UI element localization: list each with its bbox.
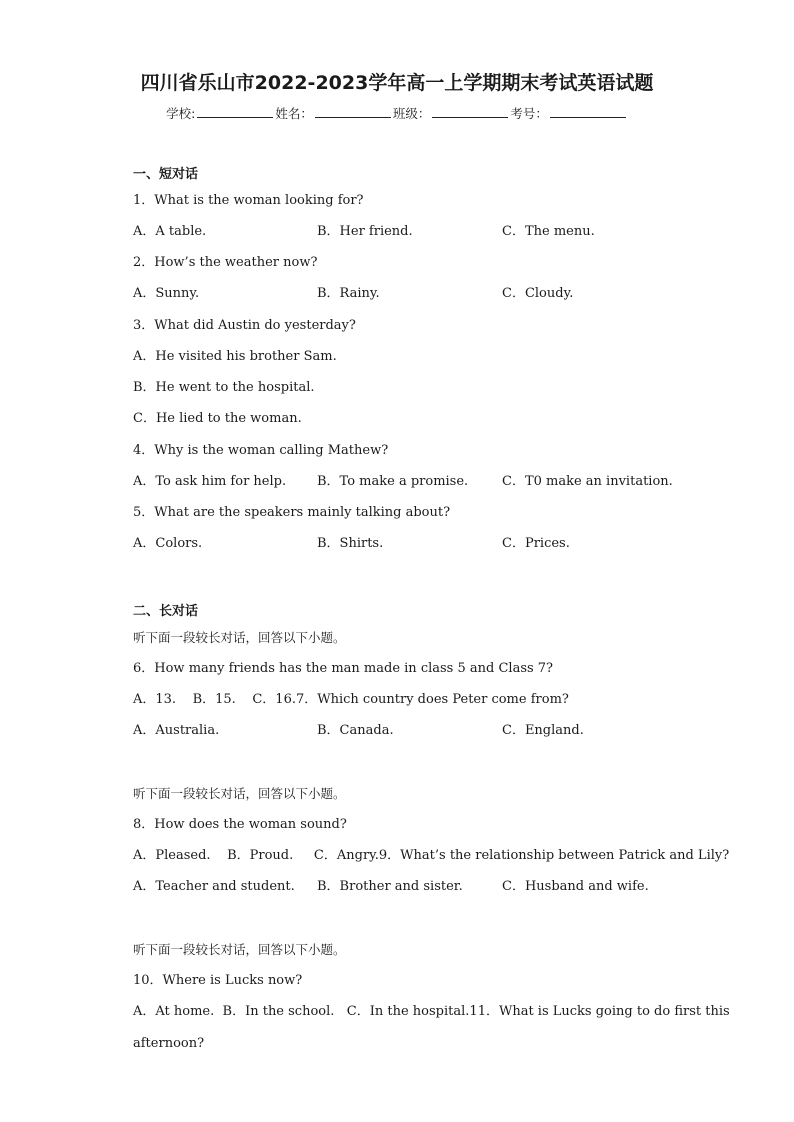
option-a: A．He visited his brother Sam. bbox=[133, 349, 337, 364]
page-title: 四川省乐山市2022-2023学年高一上学期期末考试英语试题 bbox=[140, 72, 654, 94]
option-c: C．England. bbox=[502, 723, 584, 738]
option-a: A．Teacher and student. bbox=[133, 879, 295, 894]
option-c: C．T0 make an invitation. bbox=[502, 474, 673, 489]
instruction-text: 听下面一段较长对话，回答以下小题。 bbox=[133, 942, 346, 957]
name-blank[interactable] bbox=[315, 105, 391, 118]
option-b: B．Canada. bbox=[317, 723, 394, 738]
instruction-text: 听下面一段较长对话，回答以下小题。 bbox=[133, 786, 346, 801]
school-label: 学校: bbox=[166, 106, 196, 121]
section-title: 一、短对话 bbox=[133, 167, 199, 182]
question-continuation: afternoon? bbox=[133, 1036, 205, 1051]
option-c: C．Cloudy. bbox=[502, 286, 574, 301]
name-label: 姓名： bbox=[275, 106, 313, 121]
option-a: A．To ask him for help. bbox=[133, 474, 287, 489]
option-b: B．He went to the hospital. bbox=[133, 380, 315, 395]
student-info-line bbox=[0, 104, 794, 122]
option-a: A．A table. bbox=[133, 224, 207, 239]
option-c: C．He lied to the woman. bbox=[133, 411, 302, 426]
instruction-text: 听下面一段较长对话，回答以下小题。 bbox=[133, 630, 346, 645]
option-a: A．Colors. bbox=[133, 536, 203, 551]
option-b: B．To make a promise. bbox=[317, 474, 469, 489]
class-label: 班级： bbox=[392, 106, 431, 121]
question-text: 3．What did Austin do yesterday? bbox=[133, 318, 356, 333]
option-a: A．Australia. bbox=[133, 723, 220, 738]
question-text: 2．How’s the weather now? bbox=[133, 255, 318, 270]
options-and-question-line: A．13. B．15. C．16.7．Which country does Peter come from? bbox=[133, 692, 569, 707]
question-text: 10．Where is Lucks now? bbox=[133, 973, 303, 988]
school-blank[interactable] bbox=[197, 105, 273, 118]
options-and-question-line: A．At home. B．In the school. C．In the hospital.11．What is Lucks going to do first this bbox=[133, 1004, 730, 1019]
id-blank[interactable] bbox=[550, 105, 626, 118]
option-b: B．Her friend. bbox=[317, 224, 413, 239]
options-and-question-line: A．Pleased. B．Proud. C．Angry.9．What’s the relationship between Patrick and Lily? bbox=[133, 848, 730, 863]
option-c: C．Husband and wife. bbox=[502, 879, 649, 894]
option-b: B．Rainy. bbox=[317, 286, 380, 301]
option-c: C．The menu. bbox=[502, 224, 595, 239]
option-c: C．Prices. bbox=[502, 536, 570, 551]
class-blank[interactable] bbox=[432, 105, 508, 118]
section-title: 二、长对话 bbox=[133, 604, 199, 619]
question-text: 5．What are the speakers mainly talking about? bbox=[133, 505, 451, 520]
question-text: 8．How does the woman sound? bbox=[133, 817, 347, 832]
question-text: 4．Why is the woman calling Mathew? bbox=[133, 443, 389, 458]
question-text: 6．How many friends has the man made in class 5 and Class 7? bbox=[133, 661, 554, 676]
option-b: B．Shirts. bbox=[317, 536, 384, 551]
option-b: B．Brother and sister. bbox=[317, 879, 463, 894]
option-a: A．Sunny. bbox=[133, 286, 200, 301]
question-text: 1．What is the woman looking for? bbox=[133, 193, 364, 208]
id-label: 考号： bbox=[510, 106, 548, 121]
